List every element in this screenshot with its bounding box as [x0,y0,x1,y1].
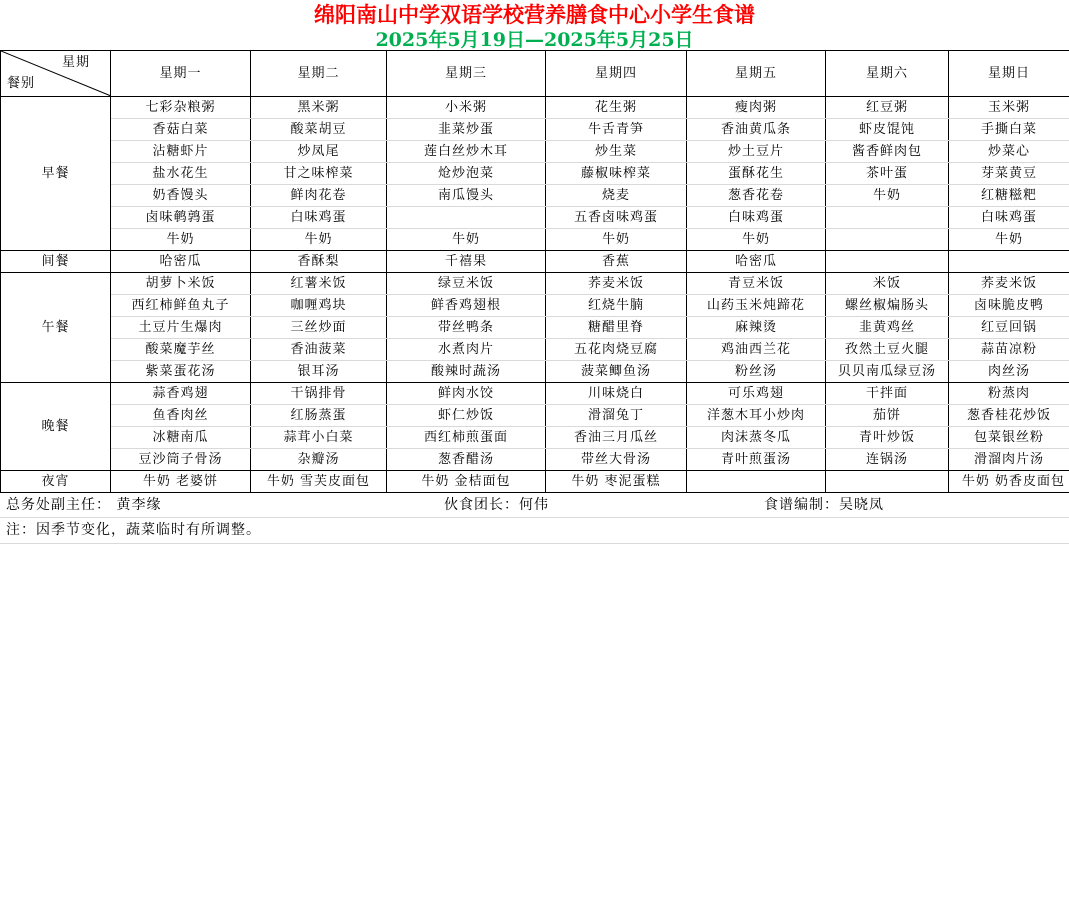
lunch-dish: 红豆回锅 [949,317,1069,339]
lunch-dish: 银耳汤 [251,361,387,383]
breakfast-dish: 黑米粥 [251,97,387,119]
breakfast-dish [387,207,546,229]
dinner-dish: 川味烧白 [546,383,687,405]
lunch-dish: 三丝炒面 [251,317,387,339]
breakfast-row [1,207,1069,229]
breakfast-dish: 鲜肉花卷 [251,185,387,207]
breakfast-row [1,119,1069,141]
lunch-dish: 红烧牛腩 [546,295,687,317]
breakfast-dish: 藤椒味榨菜 [546,163,687,185]
night-dish: 牛奶 雪芙皮面包 [251,471,387,493]
snack-dish: 香蕉 [546,251,687,273]
breakfast-dish [826,229,949,251]
breakfast-dish: 蛋酥花生 [687,163,826,185]
breakfast-label: 早餐 [1,97,111,251]
snack-dish [949,251,1069,273]
breakfast-dish: 甘之味榨菜 [251,163,387,185]
lunch-dish: 胡萝卜米饭 [111,273,251,295]
breakfast-dish: 白味鸡蛋 [687,207,826,229]
lunch-dish: 青豆米饭 [687,273,826,295]
breakfast-dish: 白味鸡蛋 [251,207,387,229]
breakfast-dish: 牛奶 [826,185,949,207]
breakfast-row [1,185,1069,207]
snack-dish: 千禧果 [387,251,546,273]
lunch-dish: 土豆片生爆肉 [111,317,251,339]
breakfast-row [1,229,1069,251]
dinner-label: 晚餐 [1,383,111,471]
lunch-dish: 蒜苗凉粉 [949,339,1069,361]
day-header: 星期五 [687,51,826,97]
menu-table-body [1,51,1069,493]
breakfast-dish: 红豆粥 [826,97,949,119]
day-header-row [1,51,1069,97]
dinner-dish: 冰糖南瓜 [111,427,251,449]
dinner-dish: 茄饼 [826,405,949,427]
breakfast-dish: 牛奶 [251,229,387,251]
night-dish: 牛奶 金桔面包 [387,471,546,493]
lunch-dish: 香油菠菜 [251,339,387,361]
lunch-dish: 粉丝汤 [687,361,826,383]
dinner-dish: 粉蒸肉 [949,383,1069,405]
snack-dish: 哈密瓜 [111,251,251,273]
lunch-dish: 肉丝汤 [949,361,1069,383]
corner-cell [1,51,111,97]
breakfast-dish: 小米粥 [387,97,546,119]
dinner-dish: 蒜茸小白菜 [251,427,387,449]
dinner-dish: 洋葱木耳小炒肉 [687,405,826,427]
dinner-dish: 葱香桂花炒饭 [949,405,1069,427]
breakfast-dish: 炒凤尾 [251,141,387,163]
lunch-dish: 韭黄鸡丝 [826,317,949,339]
breakfast-row [1,97,1069,119]
breakfast-dish: 茶叶蛋 [826,163,949,185]
dinner-dish: 干拌面 [826,383,949,405]
night-dish [687,471,826,493]
lunch-row [1,273,1069,295]
dinner-dish: 蒜香鸡翅 [111,383,251,405]
breakfast-dish: 牛奶 [387,229,546,251]
breakfast-dish [826,207,949,229]
note-line [0,517,1069,544]
breakfast-dish: 烧麦 [546,185,687,207]
breakfast-dish: 牛奶 [546,229,687,251]
corner-top-label: 星期 [61,55,90,70]
breakfast-dish: 香油黄瓜条 [687,119,826,141]
day-header: 星期二 [251,51,387,97]
breakfast-dish: 红糖糍粑 [949,185,1069,207]
lunch-dish: 西红柿鲜鱼丸子 [111,295,251,317]
day-header: 星期日 [949,51,1069,97]
breakfast-dish: 七彩杂粮粥 [111,97,251,119]
dinner-dish: 葱香醋汤 [387,449,546,471]
day-header: 星期四 [546,51,687,97]
lunch-dish: 糖醋里脊 [546,317,687,339]
dinner-dish: 虾仁炒饭 [387,405,546,427]
date-range: 2025年5月19日—2025年5月25日 [375,29,694,51]
lunch-dish: 山药玉米炖蹄花 [687,295,826,317]
lunch-dish: 酸菜魔芋丝 [111,339,251,361]
breakfast-dish: 香菇白菜 [111,119,251,141]
dinner-dish: 肉沫蒸冬瓜 [687,427,826,449]
day-header: 星期三 [387,51,546,97]
lunch-row [1,361,1069,383]
dinner-row [1,383,1069,405]
lunch-dish: 酸辣时蔬汤 [387,361,546,383]
breakfast-dish: 牛奶 [111,229,251,251]
breakfast-dish: 卤味鹌鹑蛋 [111,207,251,229]
snack-label: 间餐 [1,251,111,273]
dinner-dish: 干锅排骨 [251,383,387,405]
lunch-dish: 鲜香鸡翅根 [387,295,546,317]
day-header: 星期六 [826,51,949,97]
dinner-dish: 鱼香肉丝 [111,405,251,427]
compiler-signature: 食谱编制：吴晓凤 [764,497,884,513]
lunch-dish: 麻辣烫 [687,317,826,339]
lunch-dish: 紫菜蛋花汤 [111,361,251,383]
signature-line [0,493,1069,518]
lunch-dish: 孜然土豆火腿 [826,339,949,361]
lunch-dish: 红薯米饭 [251,273,387,295]
snack-dish: 哈密瓜 [687,251,826,273]
lunch-dish: 绿豆米饭 [387,273,546,295]
night-dish [826,471,949,493]
leader-signature: 伙食团长：何伟 [444,497,549,513]
dinner-dish: 滑溜肉片汤 [949,449,1069,471]
lunch-row [1,317,1069,339]
lunch-dish: 米饭 [826,273,949,295]
breakfast-dish: 虾皮馄饨 [826,119,949,141]
dinner-dish: 豆沙筒子骨汤 [111,449,251,471]
dinner-dish: 滑溜兔丁 [546,405,687,427]
lunch-row [1,295,1069,317]
breakfast-dish: 炒生菜 [546,141,687,163]
dinner-dish: 香油三月瓜丝 [546,427,687,449]
dinner-dish: 红肠蒸蛋 [251,405,387,427]
lunch-dish: 卤味脆皮鸭 [949,295,1069,317]
lunch-dish: 五花肉烧豆腐 [546,339,687,361]
breakfast-dish: 炒土豆片 [687,141,826,163]
dinner-dish: 西红柿煎蛋面 [387,427,546,449]
breakfast-dish: 牛奶 [687,229,826,251]
night-label: 夜宵 [1,471,111,493]
breakfast-dish: 牛奶 [949,229,1069,251]
lunch-dish: 贝贝南瓜绿豆汤 [826,361,949,383]
lunch-dish: 菠菜鲫鱼汤 [546,361,687,383]
lunch-dish: 带丝鸭条 [387,317,546,339]
breakfast-dish: 五香卤味鸡蛋 [546,207,687,229]
breakfast-row [1,141,1069,163]
breakfast-dish: 牛舌青笋 [546,119,687,141]
dinner-dish: 可乐鸡翅 [687,383,826,405]
breakfast-dish: 沾糖虾片 [111,141,251,163]
snack-dish [826,251,949,273]
director-signature: 总务处副主任： 黄李缘 [6,497,162,513]
breakfast-dish: 炒菜心 [949,141,1069,163]
breakfast-dish: 花生粥 [546,97,687,119]
dinner-dish: 青叶炒饭 [826,427,949,449]
breakfast-dish: 白味鸡蛋 [949,207,1069,229]
breakfast-dish: 炝炒泡菜 [387,163,546,185]
menu-table [0,50,1069,493]
dinner-row [1,427,1069,449]
breakfast-dish: 玉米粥 [949,97,1069,119]
lunch-dish: 荞麦米饭 [546,273,687,295]
dinner-dish: 鲜肉水饺 [387,383,546,405]
corner-bottom-label: 餐别 [7,76,36,91]
dinner-row [1,449,1069,471]
page-title: 绵阳南山中学双语学校营养膳食中心小学生食谱 [314,2,755,27]
breakfast-dish: 南瓜馒头 [387,185,546,207]
breakfast-dish: 芽菜黄豆 [949,163,1069,185]
night-dish: 牛奶 老婆饼 [111,471,251,493]
breakfast-dish: 葱香花卷 [687,185,826,207]
dinner-row [1,405,1069,427]
dinner-dish: 连锅汤 [826,449,949,471]
night-dish: 牛奶 奶香皮面包 [949,471,1069,493]
lunch-dish: 鸡油西兰花 [687,339,826,361]
breakfast-dish: 韭菜炒蛋 [387,119,546,141]
night-dish: 牛奶 枣泥蛋糕 [546,471,687,493]
breakfast-row [1,163,1069,185]
breakfast-dish: 莲白丝炒木耳 [387,141,546,163]
season-note: 注：因季节变化，蔬菜临时有所调整。 [6,522,261,538]
lunch-row [1,339,1069,361]
dinner-dish: 带丝大骨汤 [546,449,687,471]
breakfast-dish: 手撕白菜 [949,119,1069,141]
breakfast-dish: 奶香馒头 [111,185,251,207]
snack-dish: 香酥梨 [251,251,387,273]
breakfast-dish: 酸菜胡豆 [251,119,387,141]
lunch-dish: 咖喱鸡块 [251,295,387,317]
breakfast-dish: 盐水花生 [111,163,251,185]
lunch-dish: 螺丝椒煸肠头 [826,295,949,317]
lunch-label: 午餐 [1,273,111,383]
night-row [1,471,1069,493]
dinner-dish: 青叶煎蛋汤 [687,449,826,471]
lunch-dish: 水煮肉片 [387,339,546,361]
dinner-dish: 包菜银丝粉 [949,427,1069,449]
lunch-dish: 荞麦米饭 [949,273,1069,295]
dinner-dish: 杂瓣汤 [251,449,387,471]
day-header: 星期一 [111,51,251,97]
breakfast-dish: 酱香鲜肉包 [826,141,949,163]
snack-row [1,251,1069,273]
breakfast-dish: 瘦肉粥 [687,97,826,119]
